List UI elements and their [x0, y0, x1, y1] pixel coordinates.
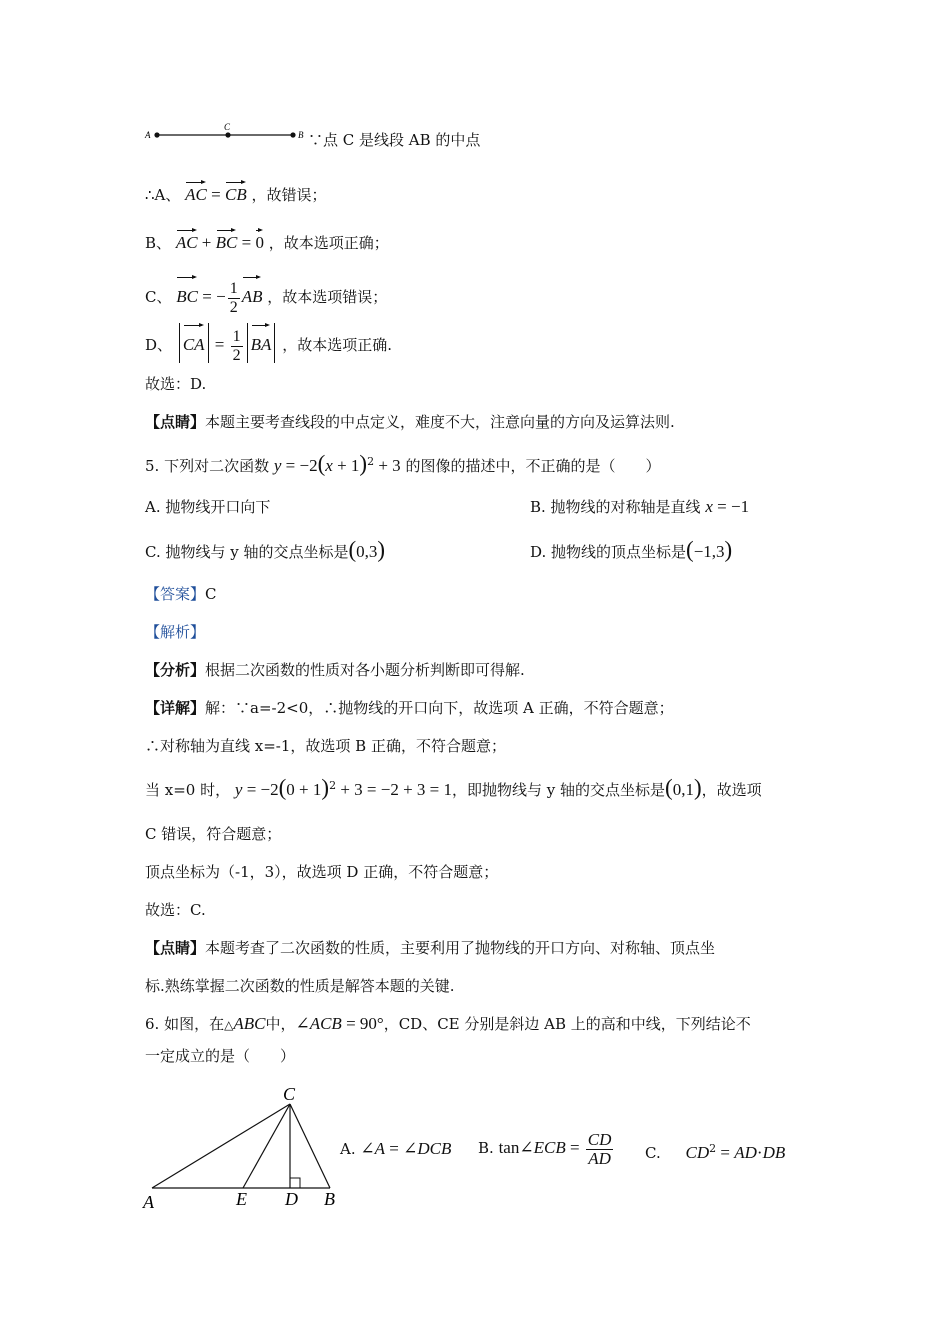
- q4-option-d: D、 CA = $\frac{1}{2}$ BA ，故本选项正确.: [145, 323, 392, 365]
- point-b-dot: [290, 132, 295, 137]
- triangle-svg: [140, 1080, 340, 1215]
- fraction-half: $\frac{1}{2}$: [229, 279, 238, 316]
- q6-option-a: A. ∠A = ∠DCB: [340, 1139, 452, 1158]
- q4-choice: 故选：D.: [145, 375, 207, 393]
- q5-comment-1: 【点睛】本题考查了二次函数的性质，主要利用了抛物线的开口方向、对称轴、顶点坐: [145, 939, 716, 957]
- q5-comment-2: 标.熟练掌握二次函数的性质是解答本题的关键.: [145, 977, 455, 995]
- vec-zero: 0: [255, 228, 264, 254]
- side-ac: [152, 1104, 290, 1188]
- fraction-cd-ad: $\frac{CD}{AD}$: [587, 1129, 612, 1168]
- label-d: D: [285, 1189, 298, 1209]
- q5-axis-line: ∴对称轴为直线 x=-1，故选项 B 正确，不符合题意；: [145, 737, 506, 755]
- segment-svg: [143, 120, 308, 148]
- q5-when-line: 当 x=0 时， $y = -2(0 + 1)^2 + 3 = -2 + 3 = 1$，即抛物线与 y 轴的交点坐标是(0,1)，故选项: [145, 775, 762, 800]
- q4-option-a: ∴A、 AC = CB ，故错误；: [145, 180, 327, 206]
- right-angle-mark: [290, 1178, 300, 1188]
- label-a: A: [145, 130, 151, 140]
- q6-stem-2: 一定成立的是（ ）: [145, 1047, 296, 1065]
- q4-comment: 【点睛】本题主要考查线段的中点定义，难度不大，注意向量的方向及运算法则.: [145, 413, 675, 431]
- label-c: C: [224, 122, 231, 132]
- vec-cb: CB: [225, 180, 247, 206]
- q5-fenxi: 【分析】根据二次函数的性质对各小题分析判断即可得解.: [145, 661, 525, 679]
- triangle-figure: [140, 1080, 340, 1215]
- q5-answer: 【答案】C: [145, 585, 217, 603]
- q6-option-c: C. $CD^2 = AD\cdot DB$: [645, 1142, 786, 1162]
- q4-because: ∵点 C 是线段 AB 的中点: [308, 131, 481, 149]
- label-c: C: [283, 1084, 296, 1104]
- q5-analysis-tag: 【解析】: [145, 623, 206, 641]
- segment-figure: [143, 120, 308, 148]
- q6-option-b: B. tan∠ECB = $\frac{CD}{AD}$: [478, 1129, 612, 1168]
- q4-option-b: B、 AC + BC = 0 ，故本选项正确；: [145, 228, 389, 254]
- label-b: B: [298, 130, 304, 140]
- label-b: B: [324, 1189, 335, 1209]
- q5-xiangjie: 【详解】解：∵a=-2<0，∴抛物线的开口向下，故选项 A 正确，不符合题意；: [145, 699, 674, 717]
- q5-c-wrong: C 错误，符合题意；: [145, 825, 282, 843]
- q5-option-c: C. 抛物线与 y 轴的交点坐标是(0,3): [145, 537, 386, 562]
- q4-option-c: C、 BC = − $\frac{1}{2}$ AB ，故本选项错误；: [145, 275, 387, 317]
- vec-ac: AC: [185, 180, 207, 206]
- q6-stem: 6. 如图，在△ABC中，∠ACB = 90°，CD、CE 分别是斜边 AB 上的高和中线，下列结论不: [145, 1014, 751, 1033]
- q5-option-b: B. 抛物线的对称轴是直线 x = −1: [530, 497, 750, 516]
- q5-vertex-line: 顶点坐标为（-1，3），故选项 D 正确，不符合题意；: [145, 863, 499, 881]
- q5-option-d: D. 抛物线的顶点坐标是(−1,3): [530, 537, 733, 562]
- point-a-dot: [154, 132, 159, 137]
- point-c-dot: [225, 132, 230, 137]
- q5-stem: 5. 下列对二次函数 $y = -2(x + 1)^2 + 3$ 的图像的描述中，不正确的是（ ）: [145, 451, 661, 476]
- side-cb: [290, 1104, 330, 1188]
- label-a: A: [143, 1192, 154, 1212]
- median-ce: [243, 1104, 290, 1188]
- q5-choice: 故选：C.: [145, 901, 206, 919]
- q5-option-a: A. 抛物线开口向下: [145, 498, 271, 516]
- label-e: E: [236, 1189, 247, 1209]
